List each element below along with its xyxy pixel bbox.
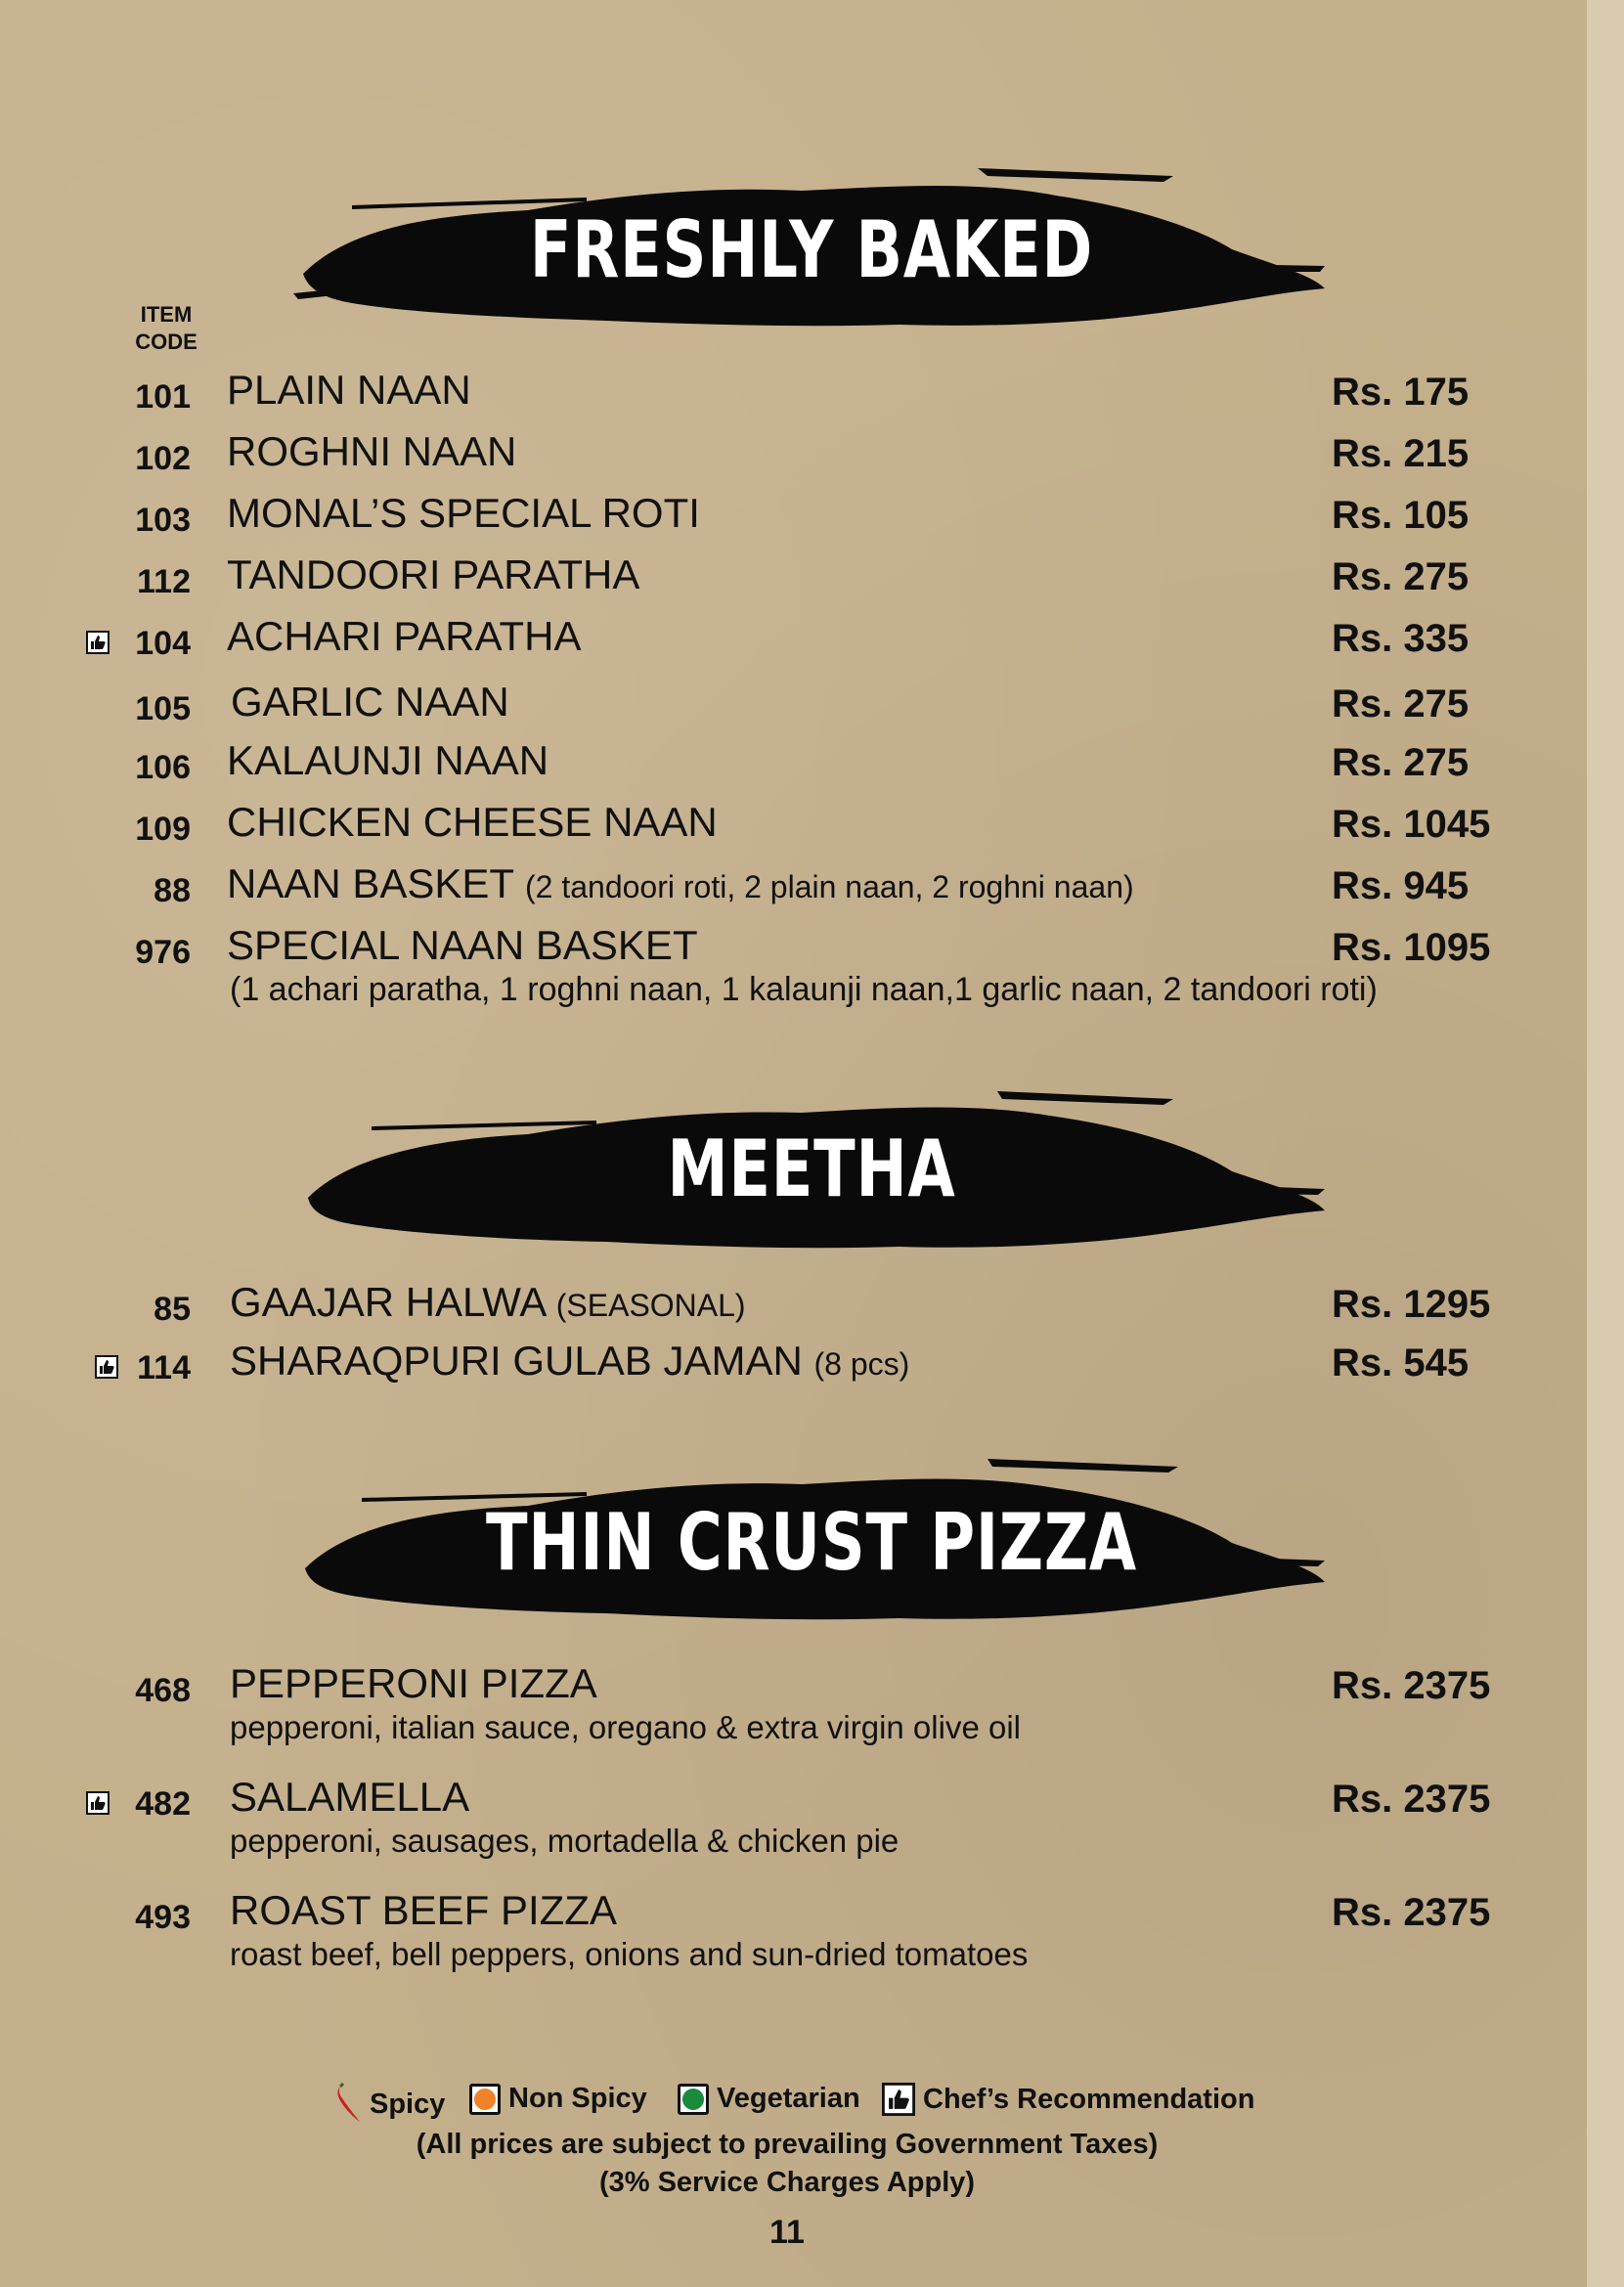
item-name [227, 860, 1134, 907]
item-price: Rs. 105 [1332, 494, 1470, 537]
item-name: GARLIC NAAN [231, 679, 509, 725]
item-price: Rs. 945 [1332, 864, 1470, 907]
item-price: Rs. 215 [1332, 432, 1470, 475]
item-code-label: ITEM [140, 302, 193, 327]
item-code: 85 [154, 1291, 191, 1328]
item-note: (8 pcs) [813, 1346, 910, 1382]
service-note: (3% Service Charges Apply) [598, 2167, 976, 2198]
item-code: 976 [135, 934, 191, 971]
item-code: 104 [135, 625, 191, 662]
legend-chef [882, 2083, 1254, 2116]
legend-vegetarian [678, 2083, 860, 2115]
item-name: ROAST BEEF PIZZA [230, 1887, 617, 1933]
section-banner-meetha [293, 1076, 1330, 1261]
chili-icon [332, 2083, 366, 2126]
item-code: 102 [135, 440, 191, 477]
item-price: Rs. 545 [1332, 1341, 1470, 1385]
item-code: 112 [137, 563, 191, 600]
item-name: CHICKEN CHEESE NAAN [227, 799, 718, 845]
item-code: 493 [135, 1899, 191, 1936]
legend-non-spicy [469, 2083, 647, 2115]
item-code: 468 [135, 1672, 191, 1709]
thumbs-up-icon [882, 2083, 915, 2116]
item-name: PLAIN NAAN [227, 367, 471, 413]
section-title: MEETHA [667, 1122, 956, 1214]
item-name: PEPPERONI PIZZA [230, 1660, 597, 1706]
item-note: (2 tandoori roti, 2 plain naan, 2 roghni naan) [525, 869, 1134, 904]
legend-non-spicy-label: Non Spicy [508, 2083, 647, 2114]
item-code: 103 [135, 502, 191, 539]
item-code: 105 [135, 690, 191, 727]
item-code: 114 [137, 1349, 191, 1386]
item-name: SPECIAL NAAN BASKET [227, 922, 698, 968]
item-name-text: NAAN BASKET [227, 860, 525, 906]
item-code-header [127, 301, 205, 356]
item-name [230, 1279, 746, 1326]
item-description: pepperoni, sausages, mortadella & chicken pie [230, 1823, 900, 1859]
page-edge [1587, 0, 1624, 2287]
section-title: FRESHLY BAKED [529, 203, 1094, 295]
item-price: Rs. 275 [1332, 682, 1470, 726]
item-description: pepperoni, italian sauce, oregano & extra virgin olive oil [230, 1709, 1021, 1745]
item-price: Rs. 275 [1332, 741, 1470, 784]
item-code: 482 [135, 1785, 191, 1823]
legend-spicy [332, 2083, 445, 2126]
item-price: Rs. 1045 [1332, 803, 1491, 846]
item-price: Rs. 335 [1332, 617, 1470, 660]
page-number: 11 [769, 2214, 805, 2251]
item-name: ROGHNI NAAN [227, 428, 517, 474]
section-title: THIN CRUST PIZZA [486, 1496, 1137, 1588]
item-price: Rs. 2375 [1332, 1778, 1491, 1821]
tax-note: (All prices are subject to prevailing Government Taxes) [416, 2129, 1159, 2160]
item-code: 101 [135, 378, 191, 416]
item-note: (SEASONAL) [555, 1288, 746, 1323]
legend [323, 2083, 1300, 2122]
item-price: Rs. 2375 [1332, 1891, 1491, 1934]
legend-spicy-label: Spicy [370, 2088, 446, 2120]
item-name: TANDOORI PARATHA [227, 551, 640, 597]
item-description: roast beef, bell peppers, onions and sun-dried tomatoes [230, 1936, 1029, 1972]
item-name: ACHARI PARATHA [227, 613, 582, 659]
legend-chef-label: Chef’s Recommendation [923, 2083, 1255, 2115]
non-spicy-icon [469, 2084, 501, 2115]
item-code: 109 [135, 811, 191, 848]
section-banner-freshly-baked [293, 156, 1330, 342]
legend-vegetarian-label: Vegetarian [717, 2083, 860, 2114]
item-name-text: SHARAQPURI GULAB JAMAN [230, 1338, 814, 1384]
item-name [230, 1338, 909, 1385]
item-code: 106 [135, 749, 191, 786]
item-price: Rs. 2375 [1332, 1664, 1491, 1707]
item-price: Rs. 175 [1332, 371, 1470, 414]
item-code-label: CODE [135, 330, 198, 354]
item-price: Rs. 1095 [1332, 926, 1491, 969]
section-banner-thin-crust-pizza [293, 1449, 1330, 1635]
vegetarian-icon [678, 2084, 709, 2115]
item-price: Rs. 275 [1332, 555, 1470, 598]
item-description: (1 achari paratha, 1 roghni naan, 1 kalaunji naan,1 garlic naan, 2 tandoori roti) [230, 971, 1378, 1008]
item-code: 88 [154, 872, 191, 909]
item-name: MONAL’S SPECIAL ROTI [227, 490, 700, 536]
item-name: KALAUNJI NAAN [227, 737, 549, 783]
item-name-text: GAAJAR HALWA [230, 1279, 556, 1325]
item-price: Rs. 1295 [1332, 1283, 1491, 1326]
item-name: SALAMELLA [230, 1774, 470, 1820]
